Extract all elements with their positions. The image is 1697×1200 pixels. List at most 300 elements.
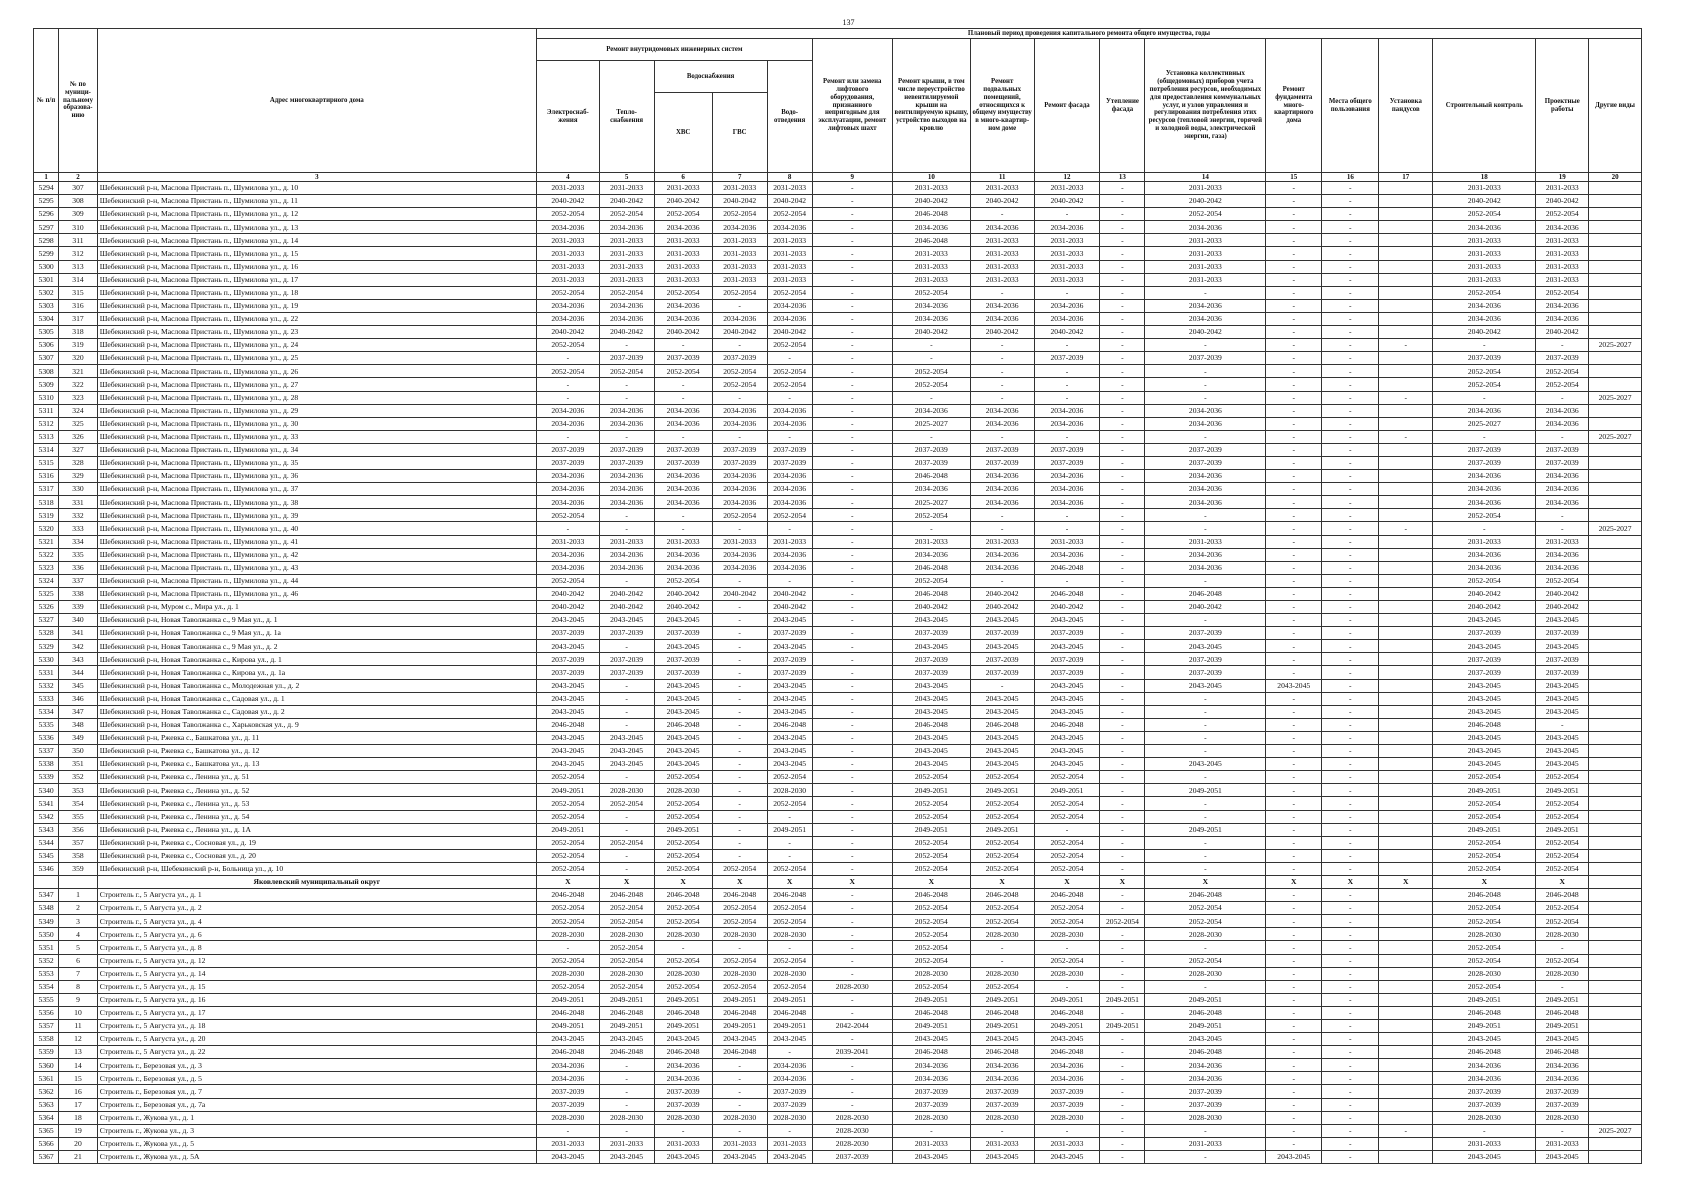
cell-address: Строитель г., Березовая ул., д. 3 [97, 1059, 536, 1072]
cell-period: - [970, 391, 1034, 404]
cell-num: 5320 [34, 522, 59, 535]
cell-period: - [1100, 823, 1145, 836]
cell-address: Шебекинский р-н, Новая Таволжанка с., Кирова ул., д. 1а [97, 666, 536, 679]
cell-num: 5356 [34, 1006, 59, 1019]
cell-period: 2034-2036 [767, 221, 812, 234]
cell-period: 2034-2036 [1034, 299, 1100, 312]
cell-mun-num: 8 [59, 980, 97, 993]
cell-period: - [1322, 640, 1379, 653]
cell-mun-num: 316 [59, 299, 97, 312]
cell-period: 2031-2033 [1536, 273, 1589, 286]
cell-period: 2046-2048 [892, 587, 970, 600]
cell-mun-num: 326 [59, 430, 97, 443]
cell-period: 2046-2048 [712, 1006, 767, 1019]
cell-period: 2046-2048 [892, 561, 970, 574]
cell-period: - [1100, 1033, 1145, 1046]
cell-period: 2052-2054 [712, 365, 767, 378]
cell-period: 2052-2054 [970, 915, 1034, 928]
cell-period: - [812, 954, 892, 967]
cell-period: 2031-2033 [1034, 182, 1100, 195]
cell-period: - [1266, 1046, 1322, 1059]
cell-period: 2028-2030 [812, 1111, 892, 1124]
cell-period: 2046-2048 [1034, 587, 1100, 600]
cell-period: 2046-2048 [892, 1046, 970, 1059]
cell-period: - [812, 195, 892, 208]
cell-period: 2046-2048 [1433, 889, 1536, 902]
cell-period: 2034-2036 [599, 312, 654, 325]
cell-address: Строитель г., 5 Августа ул., д. 18 [97, 1020, 536, 1033]
cell-period: - [812, 745, 892, 758]
cell-period: - [1034, 430, 1100, 443]
cell-period [1379, 836, 1433, 849]
cell-period: 2046-2048 [1536, 1046, 1589, 1059]
cell-period: 2043-2045 [537, 758, 600, 771]
cell-address: Шебекинский р-н, Новая Таволжанка с., 9 Мая ул., д. 1 [97, 614, 536, 627]
cell-period: - [1266, 365, 1322, 378]
cell-period: 2052-2054 [599, 797, 654, 810]
cell-address: Шебекинский р-н, Маслова Пристань п., Шумилова ул., д. 46 [97, 587, 536, 600]
cell-num: 5342 [34, 810, 59, 823]
cell-period: 2039-2041 [812, 1046, 892, 1059]
cell-period: 2025-2027 [1589, 391, 1642, 404]
cell-num: 5354 [34, 980, 59, 993]
column-number: 6 [654, 173, 712, 182]
table-row [34, 339, 1642, 352]
cell-period: 2040-2042 [892, 195, 970, 208]
cell-period: 2034-2036 [1536, 221, 1589, 234]
cell-period: 2037-2039 [1433, 1098, 1536, 1111]
cell-period [1589, 627, 1642, 640]
cell-period: - [1100, 1085, 1145, 1098]
cell-period [1589, 875, 1642, 888]
cell-period: 2052-2054 [1536, 954, 1589, 967]
column-number: 19 [1536, 173, 1589, 182]
cell-period: 2043-2045 [1034, 614, 1100, 627]
cell-period: - [1266, 1033, 1322, 1046]
cell-period: 2052-2054 [767, 902, 812, 915]
cell-period: - [1100, 561, 1145, 574]
cell-mun-num: 358 [59, 849, 97, 862]
cell-period [1379, 640, 1433, 653]
cell-period: - [1145, 574, 1266, 587]
cell-period: 2040-2042 [767, 601, 812, 614]
cell-period: 2031-2033 [1536, 535, 1589, 548]
cell-period: 2034-2036 [654, 1059, 712, 1072]
cell-period: 2049-2051 [970, 784, 1034, 797]
cell-period: 2034-2036 [654, 417, 712, 430]
cell-period: 2052-2054 [654, 574, 712, 587]
cell-period: 2031-2033 [654, 182, 712, 195]
cell-num: 5335 [34, 718, 59, 731]
cell-period: - [812, 221, 892, 234]
cell-period: 2049-2051 [1433, 993, 1536, 1006]
cell-period: - [712, 391, 767, 404]
header-water: Водоснабжения [654, 61, 767, 93]
cell-period [1589, 260, 1642, 273]
cell-period: - [812, 679, 892, 692]
cell-period: 2028-2030 [970, 967, 1034, 980]
cell-period: - [1322, 509, 1379, 522]
cell-period [1379, 692, 1433, 705]
cell-period: 2052-2054 [1536, 771, 1589, 784]
cell-period: 2049-2051 [654, 823, 712, 836]
cell-period: 2034-2036 [712, 561, 767, 574]
cell-address: Шебекинский р-н, Маслова Пристань п., Шумилова ул., д. 41 [97, 535, 536, 548]
cell-period: 2028-2030 [892, 967, 970, 980]
cell-period: 2052-2054 [654, 980, 712, 993]
capital-repair-plan-table [33, 28, 1642, 1164]
cell-period: 2043-2045 [970, 758, 1034, 771]
cell-period: - [599, 771, 654, 784]
cell-period: 2052-2054 [1433, 286, 1536, 299]
cell-period [1379, 718, 1433, 731]
cell-period: 2043-2045 [1536, 679, 1589, 692]
cell-period: 2034-2036 [537, 561, 600, 574]
cell-period: - [1266, 548, 1322, 561]
cell-period: 2052-2054 [767, 365, 812, 378]
cell-period: - [1322, 745, 1379, 758]
cell-period: - [1100, 745, 1145, 758]
cell-period: - [1145, 705, 1266, 718]
cell-period: 2034-2036 [654, 561, 712, 574]
cell-period: - [1266, 522, 1322, 535]
cell-address: Шебекинский р-н, Маслова Пристань п., Шумилова ул., д. 13 [97, 221, 536, 234]
cell-period: - [812, 417, 892, 430]
cell-period: - [970, 679, 1034, 692]
cell-period: - [970, 941, 1034, 954]
cell-period: - [1266, 496, 1322, 509]
cell-period: 2046-2048 [1034, 561, 1100, 574]
cell-period: - [1322, 443, 1379, 456]
cell-period: 2037-2039 [892, 666, 970, 679]
cell-period: 2052-2054 [970, 902, 1034, 915]
table-row [34, 417, 1642, 430]
cell-period: - [1322, 941, 1379, 954]
cell-period: 2043-2045 [767, 731, 812, 744]
cell-period: - [599, 718, 654, 731]
cell-period: - [1322, 705, 1379, 718]
cell-period: - [812, 587, 892, 600]
cell-period: - [1322, 758, 1379, 771]
cell-period [1379, 601, 1433, 614]
cell-period [1589, 1006, 1642, 1019]
cell-period: - [654, 339, 712, 352]
cell-period: - [812, 247, 892, 260]
cell-period: 2040-2042 [599, 601, 654, 614]
table-row [34, 692, 1642, 705]
cell-period [1379, 378, 1433, 391]
cell-period: 2043-2045 [654, 640, 712, 653]
cell-period: 2028-2030 [599, 928, 654, 941]
cell-period: 2034-2036 [1536, 404, 1589, 417]
cell-period: - [1322, 731, 1379, 744]
cell-period: 2049-2051 [1536, 993, 1589, 1006]
cell-period: - [599, 1085, 654, 1098]
cell-period: 2034-2036 [1433, 312, 1536, 325]
cell-period: 2025-2027 [1433, 417, 1536, 430]
cell-period: - [1266, 1072, 1322, 1085]
cell-address: Строитель г., 5 Августа ул., д. 8 [97, 941, 536, 954]
cell-period: 2049-2051 [1536, 1020, 1589, 1033]
cell-period: - [537, 941, 600, 954]
cell-period: - [1266, 928, 1322, 941]
cell-period: 2043-2045 [1034, 705, 1100, 718]
cell-period: - [1322, 1006, 1379, 1019]
cell-address: Строитель г., 5 Августа ул., д. 6 [97, 928, 536, 941]
cell-num: 5362 [34, 1085, 59, 1098]
cell-period [1589, 561, 1642, 574]
header-roof: Ремонт крыши, в том числе переустройство невентилируемой крыши на вентилируемую крышу, устройство выходов на кровлю [892, 39, 970, 173]
cell-period: 2040-2042 [1145, 601, 1266, 614]
cell-period [1379, 470, 1433, 483]
table-row [34, 889, 1642, 902]
cell-period: - [712, 771, 767, 784]
cell-period: - [1100, 273, 1145, 286]
cell-mun-num: 6 [59, 954, 97, 967]
cell-period [1379, 993, 1433, 1006]
cell-period: - [1322, 601, 1379, 614]
cell-period: 2049-2051 [767, 993, 812, 1006]
cell-period: 2043-2045 [1433, 1150, 1536, 1163]
cell-address: Шебекинский р-н, Ржевка с., Башкатова ул., д. 11 [97, 731, 536, 744]
cell-num: 5357 [34, 1020, 59, 1033]
cell-period: - [1536, 391, 1589, 404]
cell-period: - [1266, 443, 1322, 456]
cell-period: 2034-2036 [712, 483, 767, 496]
cell-period: - [1536, 339, 1589, 352]
cell-period: 2028-2030 [1034, 928, 1100, 941]
cell-period: 2034-2036 [599, 417, 654, 430]
cell-period: - [1322, 574, 1379, 587]
cell-period: 2052-2054 [654, 954, 712, 967]
cell-period: - [970, 352, 1034, 365]
table-row [34, 666, 1642, 679]
cell-period: 2049-2051 [537, 784, 600, 797]
cell-period: - [1322, 286, 1379, 299]
cell-period: - [1100, 430, 1145, 443]
cell-period: 2052-2054 [1034, 797, 1100, 810]
cell-period: 2034-2036 [1433, 221, 1536, 234]
cell-period [1589, 653, 1642, 666]
cell-period: - [1322, 391, 1379, 404]
cell-period: - [712, 1072, 767, 1085]
cell-period: - [1322, 1085, 1379, 1098]
cell-period: 2028-2030 [767, 967, 812, 980]
cell-period: - [1100, 195, 1145, 208]
cell-period: 2031-2033 [712, 234, 767, 247]
cell-period [1589, 784, 1642, 797]
cell-period: - [1145, 614, 1266, 627]
cell-address: Шебекинский р-н, Маслова Пристань п., Шумилова ул., д. 39 [97, 509, 536, 522]
table-row [34, 823, 1642, 836]
cell-period: 2034-2036 [970, 404, 1034, 417]
table-row [34, 862, 1642, 875]
cell-period: 2034-2036 [1145, 312, 1266, 325]
table-row [34, 352, 1642, 365]
table-row [34, 679, 1642, 692]
cell-period: 2046-2048 [654, 1046, 712, 1059]
cell-period: - [1266, 234, 1322, 247]
cell-period: - [1266, 954, 1322, 967]
cell-period: - [1322, 797, 1379, 810]
cell-mun-num: 334 [59, 535, 97, 548]
cell-period: - [1322, 902, 1379, 915]
cell-period: - [1433, 430, 1536, 443]
cell-period: 2052-2054 [767, 797, 812, 810]
column-number: 9 [812, 173, 892, 182]
cell-period: 2037-2039 [970, 1098, 1034, 1111]
cell-period: 2043-2045 [767, 640, 812, 653]
cell-period: 2052-2054 [1145, 954, 1266, 967]
cell-period: - [1266, 862, 1322, 875]
cell-num: 5310 [34, 391, 59, 404]
cell-mun-num: 318 [59, 326, 97, 339]
cell-period: - [599, 705, 654, 718]
cell-period: 2040-2042 [970, 601, 1034, 614]
cell-mun-num: 354 [59, 797, 97, 810]
cell-period: 2037-2039 [892, 443, 970, 456]
cell-num: 5366 [34, 1137, 59, 1150]
cell-period: 2052-2054 [1034, 849, 1100, 862]
cell-period: 2031-2033 [599, 260, 654, 273]
cell-period: - [1100, 1072, 1145, 1085]
cell-period: 2052-2054 [767, 286, 812, 299]
cell-period: 2052-2054 [537, 797, 600, 810]
cell-period: - [712, 679, 767, 692]
cell-period [1589, 1137, 1642, 1150]
cell-period: 2031-2033 [1145, 234, 1266, 247]
cell-period: 2034-2036 [712, 496, 767, 509]
cell-period: - [812, 548, 892, 561]
cell-period: - [1100, 836, 1145, 849]
cell-period: 2052-2054 [654, 208, 712, 221]
cell-period: 2049-2051 [767, 1020, 812, 1033]
cell-period: - [712, 640, 767, 653]
column-number: 14 [1145, 173, 1266, 182]
cell-period: 2043-2045 [599, 1150, 654, 1163]
cell-period: 2052-2054 [537, 286, 600, 299]
cell-mun-num: 324 [59, 404, 97, 417]
header-design: Проектные работы [1536, 39, 1589, 173]
cell-period: 2031-2033 [1034, 1137, 1100, 1150]
cell-period: - [1100, 653, 1145, 666]
cell-period: 2034-2036 [970, 299, 1034, 312]
table-row [34, 234, 1642, 247]
cell-period: - [599, 862, 654, 875]
cell-period: 2052-2054 [767, 915, 812, 928]
cell-period: 2052-2054 [892, 980, 970, 993]
cell-period: 2040-2042 [1536, 601, 1589, 614]
cell-period: 2043-2045 [767, 614, 812, 627]
cell-mun-num: 348 [59, 718, 97, 731]
cell-period: 2043-2045 [1433, 705, 1536, 718]
cell-period [1589, 352, 1642, 365]
cell-period [1589, 365, 1642, 378]
cell-period: - [1266, 378, 1322, 391]
table-row [34, 208, 1642, 221]
cell-period: - [812, 483, 892, 496]
cell-period: 2049-2051 [654, 1020, 712, 1033]
cell-period: 2037-2039 [654, 666, 712, 679]
cell-period [1379, 745, 1433, 758]
cell-mun-num: 345 [59, 679, 97, 692]
cell-period: - [812, 640, 892, 653]
cell-num: 5299 [34, 247, 59, 260]
cell-period: - [1322, 993, 1379, 1006]
cell-period: 2034-2036 [1034, 417, 1100, 430]
cell-period: 2052-2054 [1536, 574, 1589, 587]
cell-period: 2034-2036 [1145, 483, 1266, 496]
cell-mun-num: 323 [59, 391, 97, 404]
cell-num: 5300 [34, 260, 59, 273]
cell-period: - [1266, 797, 1322, 810]
cell-mun-num: 5 [59, 941, 97, 954]
cell-period: - [1322, 404, 1379, 417]
cell-period: - [1322, 561, 1379, 574]
column-number: 16 [1322, 173, 1379, 182]
cell-period: 2037-2039 [1433, 666, 1536, 679]
cell-period: 2034-2036 [767, 496, 812, 509]
cell-period: - [970, 954, 1034, 967]
cell-num: 5330 [34, 653, 59, 666]
cell-mun-num: 352 [59, 771, 97, 784]
cell-period: 2043-2045 [892, 705, 970, 718]
cell-period: 2052-2054 [599, 286, 654, 299]
table-row [34, 587, 1642, 600]
cell-period: 2043-2045 [1536, 745, 1589, 758]
cell-period: - [970, 509, 1034, 522]
cell-address: Шебекинский р-н, Маслова Пристань п., Шумилова ул., д. 19 [97, 299, 536, 312]
cell-period [1589, 378, 1642, 391]
cell-period: 2037-2039 [767, 627, 812, 640]
cell-period [1589, 679, 1642, 692]
cell-period: 2037-2039 [767, 1085, 812, 1098]
cell-period: - [1145, 862, 1266, 875]
cell-period: - [1100, 365, 1145, 378]
cell-period: - [767, 1046, 812, 1059]
cell-period: 2031-2033 [767, 182, 812, 195]
cell-period: - [1266, 247, 1322, 260]
cell-mun-num: 13 [59, 1046, 97, 1059]
cell-period: 2034-2036 [767, 561, 812, 574]
cell-num: 5317 [34, 483, 59, 496]
cell-period: - [1100, 797, 1145, 810]
cell-period: 2052-2054 [537, 208, 600, 221]
cell-period: 2052-2054 [1433, 836, 1536, 849]
cell-period: - [812, 823, 892, 836]
cell-period [1589, 1085, 1642, 1098]
cell-period: 2028-2030 [654, 928, 712, 941]
cell-period: - [1322, 1046, 1379, 1059]
cell-period: - [1322, 889, 1379, 902]
cell-period: 2040-2042 [1433, 601, 1536, 614]
cell-mun-num: 356 [59, 823, 97, 836]
cell-address: Строитель г., 5 Августа ул., д. 16 [97, 993, 536, 1006]
cell-period: - [1100, 299, 1145, 312]
cell-period: X [712, 875, 767, 888]
cell-period: 2028-2030 [767, 928, 812, 941]
cell-period: 2046-2048 [599, 889, 654, 902]
cell-period: - [812, 234, 892, 247]
cell-period: 2034-2036 [892, 483, 970, 496]
cell-period: 2052-2054 [1433, 954, 1536, 967]
cell-period: 2052-2054 [1433, 797, 1536, 810]
cell-period: 2040-2042 [1034, 326, 1100, 339]
cell-period: 2043-2045 [1034, 731, 1100, 744]
cell-period: 2049-2051 [1433, 1020, 1536, 1033]
cell-period [1589, 273, 1642, 286]
cell-period: 2046-2048 [1034, 1046, 1100, 1059]
